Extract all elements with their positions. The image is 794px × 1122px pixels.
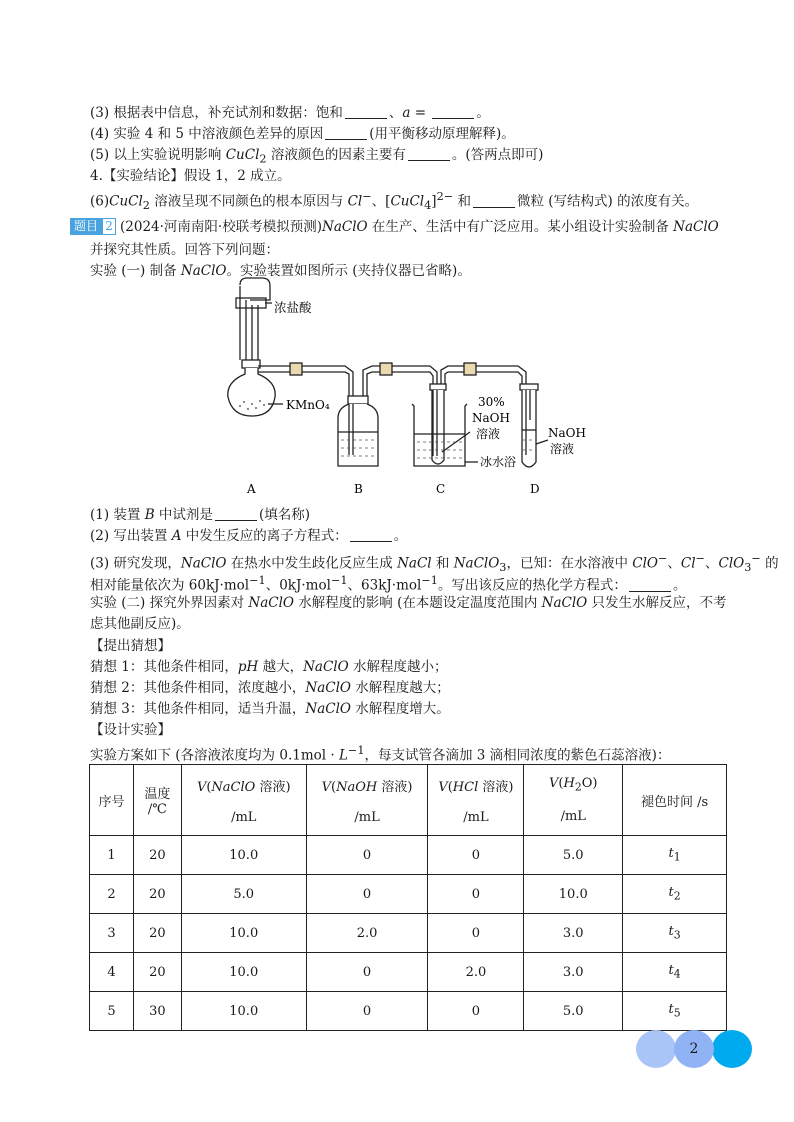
experiment-1: 实验 (一) 制备 NaClO。实验装置如图所示 (夹持仪器已省略)。 bbox=[90, 263, 471, 279]
page-badge-left bbox=[636, 1030, 676, 1068]
question-6: (6)CuCl$_2$ 溶液呈现不同颜色的根本原因与 Cl−、[CuCl$_4$]$^{2-}$ 和 微粒 (写结构式) 的浓度有关。 bbox=[90, 190, 699, 213]
item-header-cont: 并探究其性质。回答下列问题： bbox=[90, 242, 279, 258]
item-number: 2 bbox=[102, 218, 116, 235]
item-header: 题目 2 (2024·河南南阳·校联考模拟预测)NaClO 在生产、生活中有广泛应用。某小组设计实验制备 NaClO bbox=[70, 217, 719, 237]
hypothesis-3: 猜想 3：其他条件相同，适当升温，NaClO 水解程度增大。 bbox=[90, 701, 450, 717]
table-row: 2 20 5.0 0 0 10.0 $t_2$ bbox=[90, 875, 727, 914]
table-header-row bbox=[90, 765, 727, 836]
item-tag: 题目 bbox=[70, 218, 102, 235]
heading-design: 【设计实验】 bbox=[90, 722, 171, 738]
part-3: (3) 研究发现，NaClO 在热水中发生歧化反应生成 NaCl 和 NaClO$_3$，已知：在水溶液中 ClO−、Cl−、ClO$_3$− 的 bbox=[90, 552, 779, 575]
label-b: B bbox=[354, 482, 363, 496]
label-solution-c: 溶液 bbox=[476, 427, 501, 441]
page-number: 2 bbox=[689, 1041, 699, 1057]
experiment-2: 实验 (二) 探究外界因素对 NaClO 水解程度的影响 (在本题设定温度范围内 NaClO 只发生水解反应，不考 bbox=[90, 595, 727, 611]
question-4: (4) 实验 4 和 5 中溶液颜色差异的原因 (用平衡移动原理解释)。 bbox=[90, 126, 515, 142]
label-c: C bbox=[436, 482, 446, 496]
header-naclo: V(NaClO 溶液) /mL bbox=[181, 765, 306, 836]
part-2: (2) 写出装置 A 中发生反应的离子方程式： 。 bbox=[90, 528, 408, 544]
label-ice-bath: 冰水浴 bbox=[480, 455, 517, 469]
header-hcl: V(HCl 溶液) /mL bbox=[428, 765, 524, 836]
label-hcl: 浓盐酸 bbox=[274, 300, 312, 315]
label-solution-d: 溶液 bbox=[550, 442, 575, 456]
table-row: 5 30 10.0 0 0 5.0 $t_5$ bbox=[90, 992, 727, 1031]
experiment-table bbox=[89, 764, 727, 1031]
experiment-2-cont: 虑其他副反应)。 bbox=[90, 616, 190, 632]
table-row: 4 20 10.0 0 2.0 3.0 $t_4$ bbox=[90, 953, 727, 992]
label-naoh-d: NaOH bbox=[548, 426, 586, 440]
header-no: 序号 bbox=[90, 765, 134, 836]
label-a: A bbox=[247, 482, 256, 496]
answer-blank[interactable] bbox=[629, 577, 671, 592]
label-naoh-c: NaOH bbox=[472, 411, 510, 425]
conclusion: 4.【实验结论】假设 1，2 成立。 bbox=[90, 168, 291, 184]
heading-hypothesis: 【提出猜想】 bbox=[90, 638, 171, 654]
header-h2o: $V(H_2O)$ /mL bbox=[524, 765, 623, 836]
header-temp: 温度 /℃ bbox=[133, 765, 181, 836]
table-row: 1 20 10.0 0 0 5.0 $t_1$ bbox=[90, 836, 727, 875]
question-5: (5) 以上实验说明影响 CuCl$_2$ 溶液颜色的因素主要有 。(答两点即可) bbox=[90, 147, 544, 166]
part-1: (1) 装置 B 中试剂是 (填名称) bbox=[90, 507, 310, 523]
hypothesis-2: 猜想 2：其他条件相同，浓度越小，NaClO 水解程度越大； bbox=[90, 680, 450, 696]
header-fade-time: 褪色时间 /s bbox=[623, 765, 727, 836]
question-3: (3) 根据表中信息，补充试剂和数据：饱和 、a = 。 bbox=[90, 105, 490, 121]
label-d: D bbox=[530, 482, 540, 496]
label-30pct: 30% bbox=[478, 395, 505, 409]
part-3-cont: 相对能量依次为 60kJ·mol$^{-1}$、0kJ·mol$^{-1}$、63kJ·mol$^{-1}$。写出该反应的热化学方程式： 。 bbox=[90, 574, 687, 594]
page-badge-right bbox=[712, 1030, 752, 1068]
answer-blank[interactable] bbox=[215, 506, 257, 521]
table-row: 3 20 10.0 2.0 0 3.0 $t_3$ bbox=[90, 914, 727, 953]
label-kmno4: KMnO₄ bbox=[286, 398, 330, 412]
header-naoh: V(NaOH 溶液) /mL bbox=[306, 765, 428, 836]
plan-text: 实验方案如下 (各溶液浓度均为 $0.1mol \cdot L^{-1}$，每支试管各滴加 3 滴相同浓度的紫色石蕊溶液)： bbox=[90, 744, 671, 764]
hypothesis-1: 猜想 1：其他条件相同，pH 越大，NaClO 水解程度越小； bbox=[90, 659, 448, 675]
answer-blank[interactable] bbox=[350, 527, 392, 542]
